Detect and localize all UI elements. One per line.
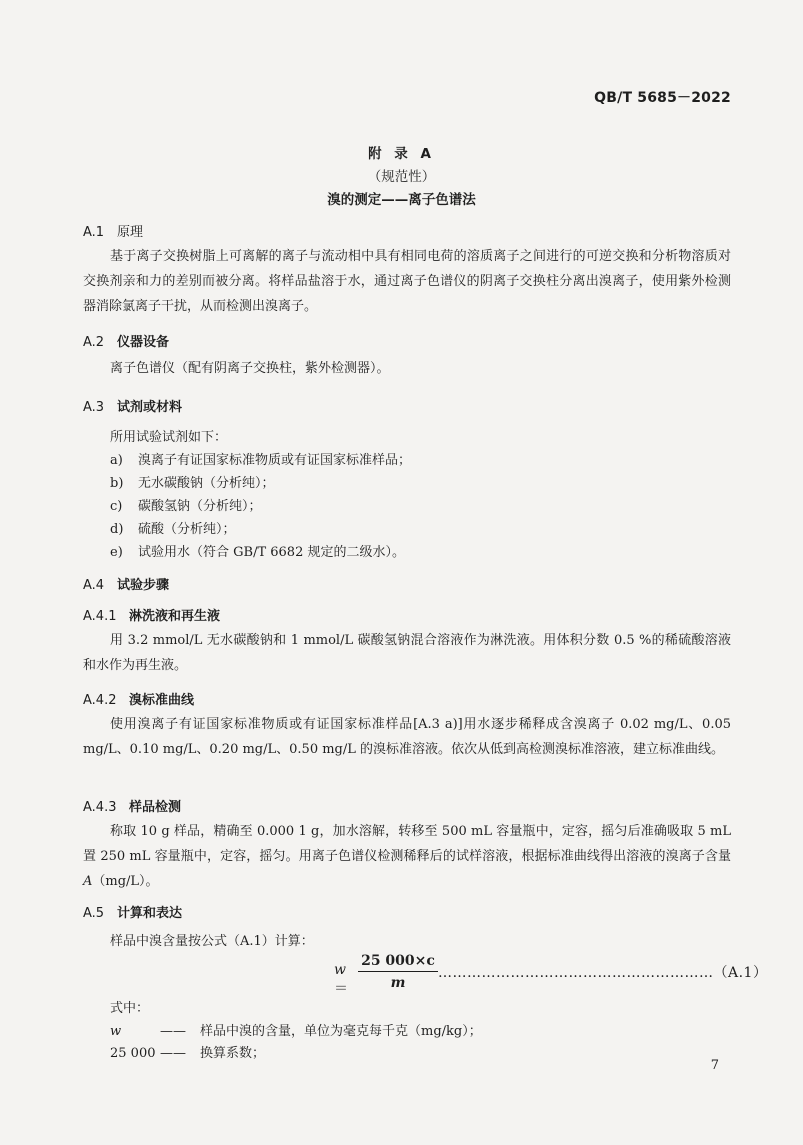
section-title: 淋洗液和再生液 bbox=[129, 609, 221, 624]
variable-symbol: 25 000 bbox=[110, 1046, 156, 1061]
formula-label: （A.1） bbox=[713, 965, 768, 981]
section-number: A.4.1 bbox=[83, 609, 117, 624]
variable-definition bbox=[110, 1042, 265, 1061]
variable-a: A bbox=[83, 874, 93, 889]
variable-symbol: w bbox=[110, 1024, 122, 1039]
section-a43-text-before: 称取 10 g 样品，精确至 0.000 1 g，加水溶解，转移至 500 mL 容量瓶中，定容，摇匀后准确吸取 5 mL 置 250 mL 容量瓶中，定容，摇匀。用离子色谱仪检测稀释后的试样溶液，根据标准曲线得出溶液的溴离子含量 bbox=[83, 824, 731, 864]
section-number: A.4.3 bbox=[83, 800, 117, 815]
list-item-label: a) bbox=[110, 453, 123, 468]
list-item-text: 硫酸（分析纯）； bbox=[138, 522, 236, 537]
standard-code: QB/T 5685－2022 bbox=[594, 90, 731, 106]
section-a43-text bbox=[83, 819, 731, 894]
variable-dash: —— bbox=[160, 1024, 186, 1039]
list-item-label: e) bbox=[110, 545, 123, 560]
list-item bbox=[110, 449, 411, 468]
list-item-text: 试验用水（符合 GB/T 6682 规定的二级水）。 bbox=[138, 545, 405, 560]
section-number: A.4 bbox=[83, 578, 105, 593]
section-a43-text-after: （mg/L）。 bbox=[92, 874, 159, 889]
formula-dots: ………………………………………………… bbox=[438, 965, 714, 981]
section-number: A.4.2 bbox=[83, 693, 117, 708]
annex-name: 溴的测定——离子色谱法 bbox=[327, 192, 476, 208]
page-number: 7 bbox=[710, 1058, 719, 1073]
list-item-text: 碳酸氢钠（分析纯）； bbox=[138, 499, 262, 514]
annex-type: （规范性） bbox=[367, 169, 436, 185]
list-item bbox=[110, 472, 275, 491]
section-title: 计算和表达 bbox=[117, 906, 183, 921]
variable-description: 换算系数； bbox=[200, 1046, 266, 1061]
section-title: 溴标准曲线 bbox=[129, 693, 195, 708]
section-heading-a41 bbox=[83, 605, 220, 624]
section-number: A.5 bbox=[83, 906, 105, 921]
section-title: 样品检测 bbox=[129, 800, 182, 815]
formula-equals: ＝ bbox=[334, 981, 348, 997]
section-title: 仪器设备 bbox=[117, 335, 170, 350]
section-heading-a4 bbox=[83, 574, 169, 593]
section-number: A.1 bbox=[83, 225, 105, 240]
section-title: 原理 bbox=[117, 225, 144, 240]
section-heading-a43 bbox=[83, 796, 181, 815]
section-title: 试验步骤 bbox=[117, 578, 170, 593]
section-heading-a5 bbox=[83, 902, 182, 921]
variable-definition bbox=[110, 1020, 482, 1039]
section-a1-text: 基于离子交换树脂上可离解的离子与流动相中具有相同电荷的溶质离子之间进行的可逆交换和分析物溶质对交换剂亲和力的差别而被分离。将样品盐溶于水，通过离子色谱仪的阴离子交换柱分离出溴离子，使用紫外检测器消除氯离子干扰，从而检测出溴离子。 bbox=[83, 249, 731, 314]
section-title: 试剂或材料 bbox=[117, 400, 183, 415]
section-heading-a3 bbox=[83, 396, 182, 415]
list-item-text: 溴离子有证国家标准物质或有证国家标准样品； bbox=[138, 453, 412, 468]
list-item bbox=[110, 541, 405, 560]
variable-dash: —— bbox=[160, 1046, 186, 1061]
section-heading-a42 bbox=[83, 689, 194, 708]
where-label: 式中： bbox=[110, 1001, 150, 1016]
annex-title: 附 录 A bbox=[368, 146, 435, 162]
formula-leader bbox=[438, 962, 767, 982]
formula-denominator: m bbox=[390, 975, 406, 991]
variable-description: 样品中溴的含量，单位为毫克每千克（mg/kg）； bbox=[200, 1024, 482, 1039]
section-number: A.2 bbox=[83, 335, 105, 350]
formula-fraction bbox=[358, 953, 438, 991]
formula-lhs: w＝ bbox=[334, 962, 348, 997]
formula-intro: 样品中溴含量按公式（A.1）计算： bbox=[110, 934, 314, 949]
section-number: A.3 bbox=[83, 400, 105, 415]
list-item-text: 无水碳酸钠（分析纯）； bbox=[138, 476, 275, 491]
section-a42-text: 使用溴离子有证国家标准物质或有证国家标准样品[A.3 a)]用水逐步稀释成含溴离子 0.02 mg/L、0.05 mg/L、0.10 mg/L、0.20 mg/L、0.50 mg/L 的溴标准溶液。依次从低到高检测溴标准溶液，建立标准曲线。 bbox=[83, 717, 731, 757]
section-a2-text: 离子色谱仪（配有阴离子交换柱，紫外检测器）。 bbox=[110, 361, 390, 376]
reagent-intro: 所用试验试剂如下： bbox=[110, 430, 228, 445]
list-item bbox=[110, 495, 262, 514]
formula-numerator: 25 000×c bbox=[361, 953, 435, 969]
fraction-bar bbox=[358, 971, 438, 972]
section-heading-a1 bbox=[83, 221, 143, 240]
list-item-label: b) bbox=[110, 476, 124, 491]
list-item-label: c) bbox=[110, 499, 123, 514]
list-item bbox=[110, 518, 236, 537]
section-a41-text: 用 3.2 mmol/L 无水碳酸钠和 1 mmol/L 碳酸氢钠混合溶液作为淋洗液。用体积分数 0.5 %的稀硫酸溶液和水作为再生液。 bbox=[83, 633, 731, 673]
section-heading-a2 bbox=[83, 331, 169, 350]
list-item-label: d) bbox=[110, 522, 124, 537]
